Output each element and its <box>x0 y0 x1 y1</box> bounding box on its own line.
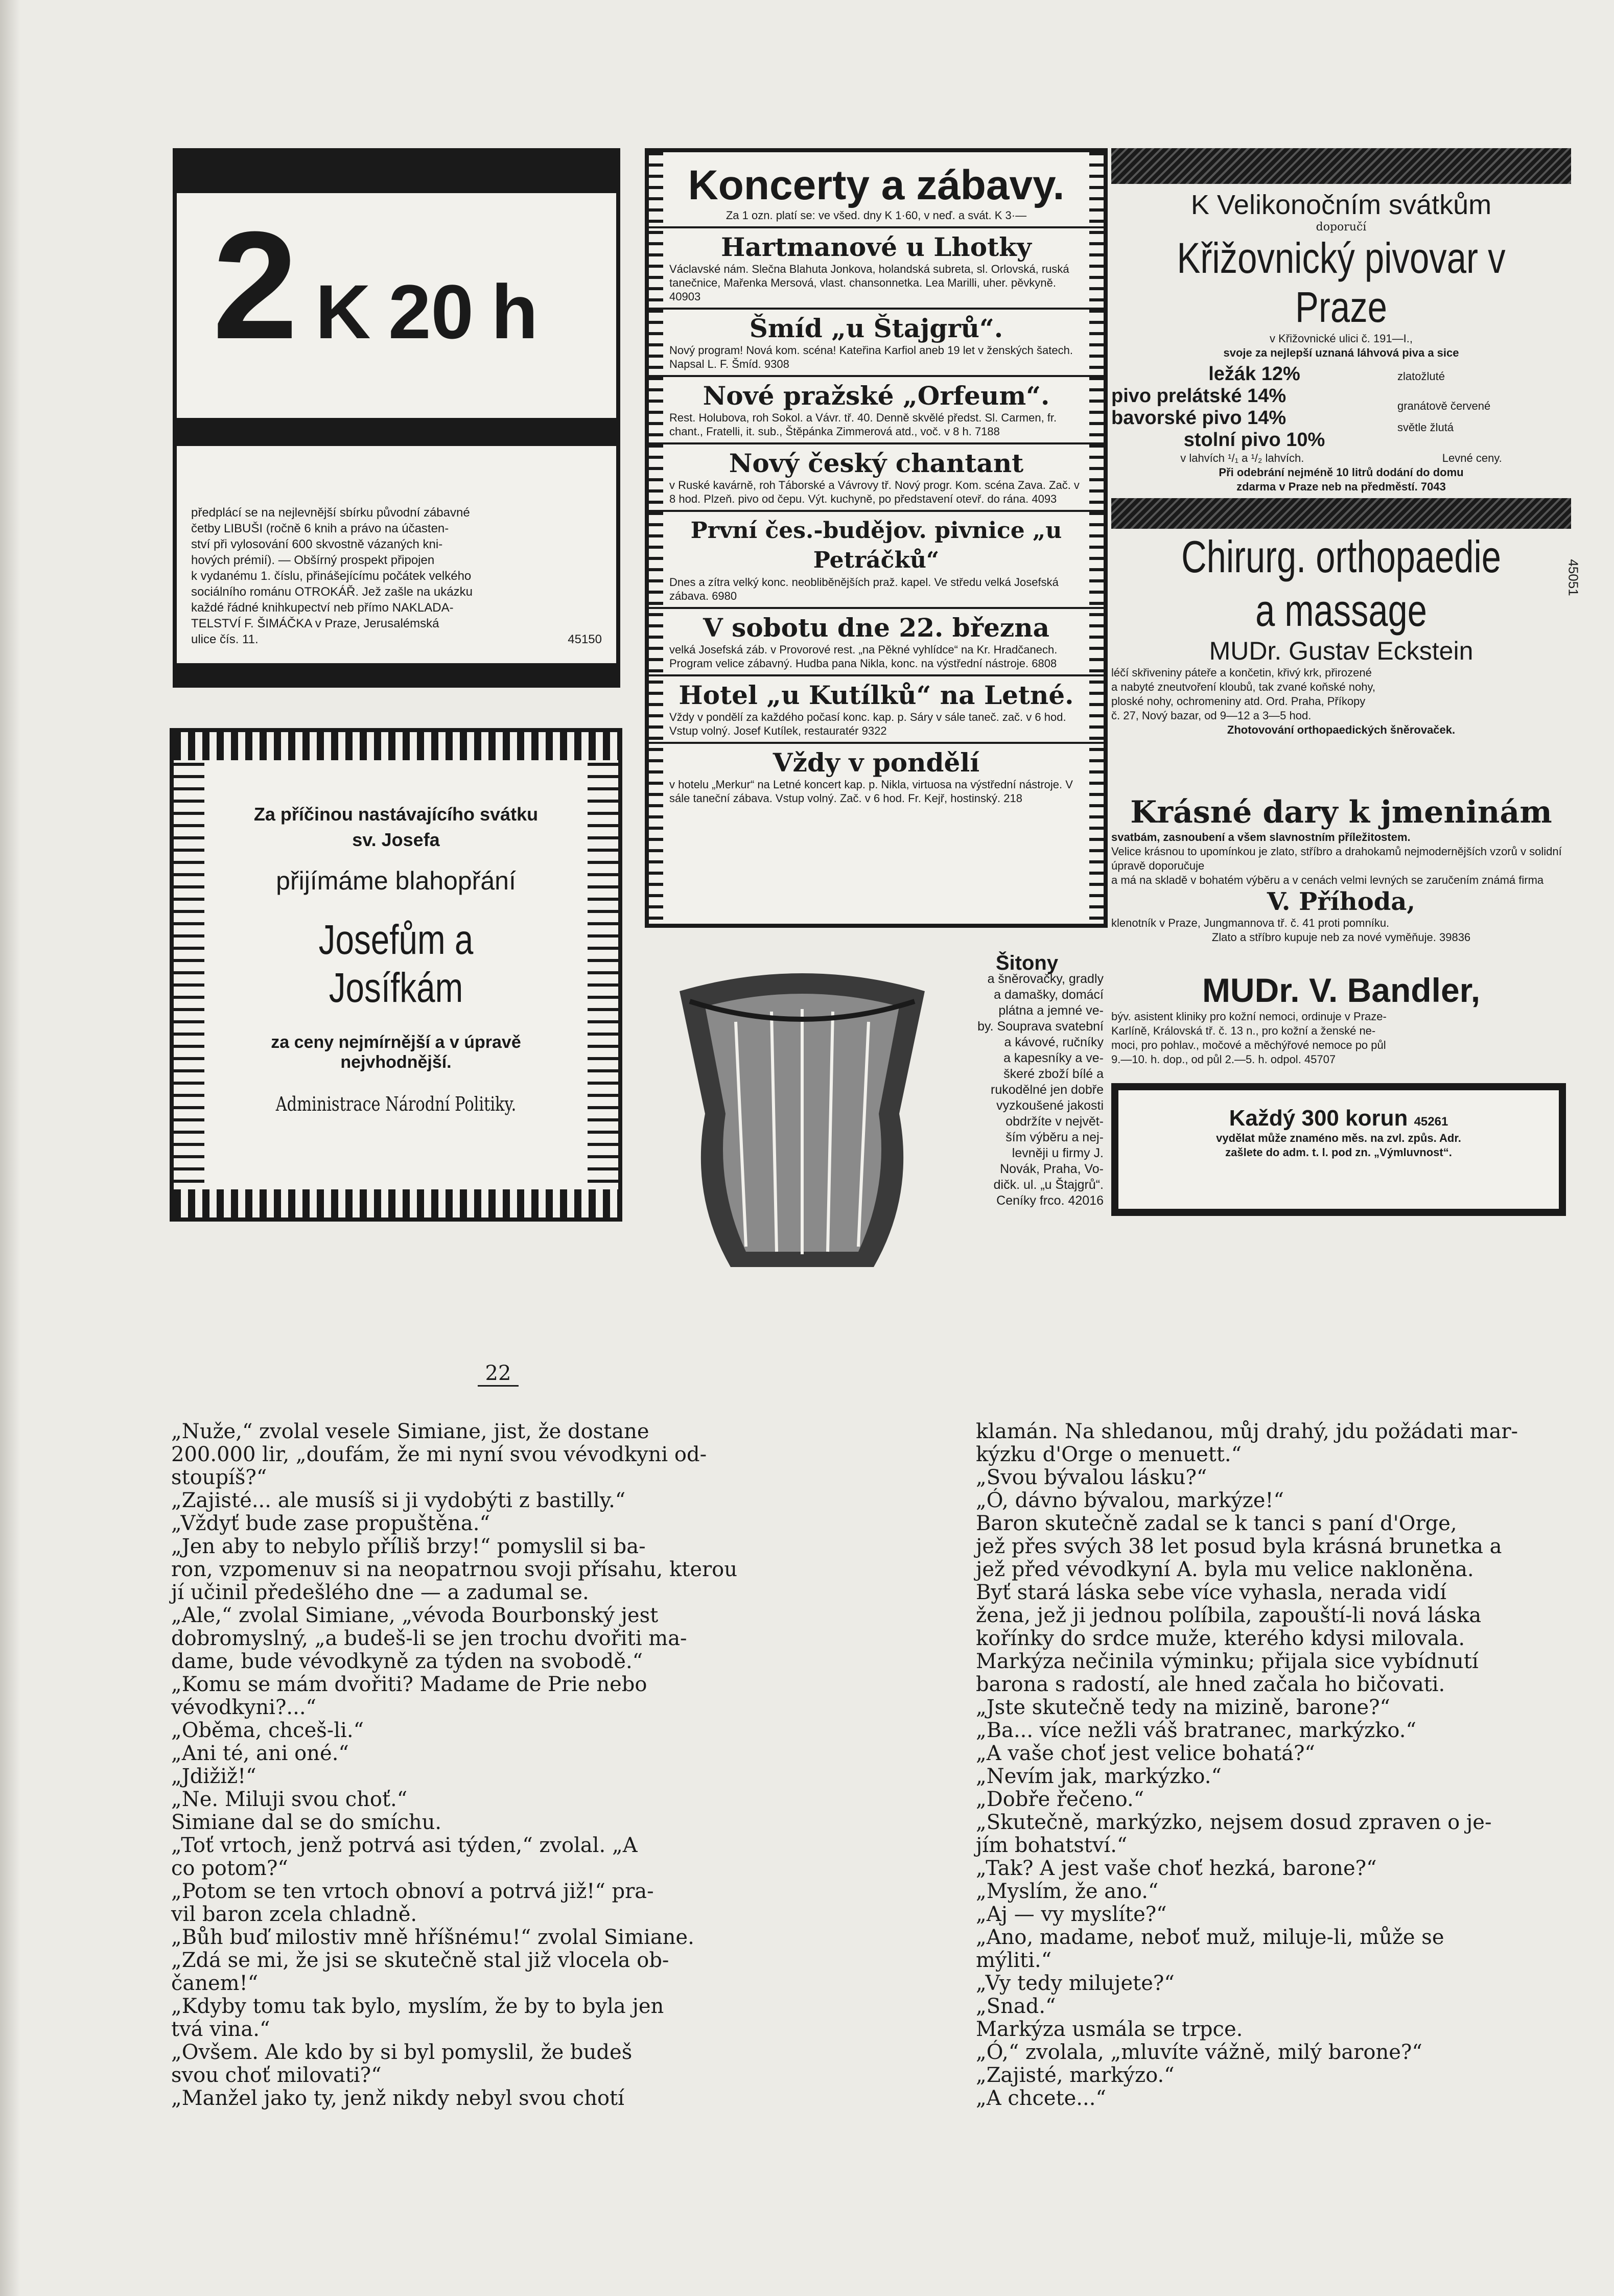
concert-item: Nový český chantant v Ruské kavárně, roh Táborské a Vávrovy tř. Nový progr. Kom. scéna Zava. Zač. v 8 hod. Plzeň. pivo od čepu. Výt. kuchyně, po představení otevř. do rána. 4093 <box>649 444 1104 512</box>
ad-brewery: K Velikonočním svátkům doporučí Křižovnický pivovar v Praze v Křižovnické ulici č. 191—I., svoje za nejlepší uznaná láhvová piva a sice ležák 12% pivo prelátské 14% bavorské pivo 14% stolní pivo 10% zlatožluté granátově červené světle žlutá v lahvích ¹/₁ a ¹/₂ lahvích. Levné ceny. Při odebrání nejméně 10 litrů dodání do domu zdarma v Praze neb na předměstí. 7043 <box>1111 148 1571 494</box>
ad-josef-text: Za příčinou nastávajícího svátku sv. Josefa přijímáme blahopřání Josefům a Josífkám za ceny nejmírnější a v úpravě nejvhodnější. Administrace Národní Politiky. <box>253 804 539 1115</box>
concerts-title: Koncerty a zábavy. <box>688 162 1065 208</box>
price-number: 2 <box>213 199 298 371</box>
concert-item: Hotel „u Kutílků“ na Letné. Vždy v pondělí za každého počasí konc. kap. p. Sáry v sále taneč. zač. v 6 hod. Vstup volný. Josef Kutílek, restauratér 9322 <box>649 676 1104 744</box>
decorative-border-right <box>588 763 618 1187</box>
ad-bottom-band <box>177 663 616 684</box>
concert-item: Nové pražské „Orfeum“. Rest. Holubova, roh Sokol. a Vávr. tř. 40. Denně skvělé předst. Sl. Carmen, fr. chant., Fratelli, it. sub., Štěpánka Zimmerová atd., voč. v 8 h. 7188 <box>649 377 1104 444</box>
ad-book-text: předplácí se na nejlevnější sbírku původní zábavné četby LIBUŠI (ročně 6 knih a právo na účasten- ství při vylosování 600 skvostně vázaných kni- hových prémií). — Obšírný prospekt připojen k vydanému 1. číslu, přinášejícímu počátek velkého sociálního románu OTROKÁŘ. Jež zašle na ukázku každé řádné knihkupectví neb přímo NAKLADA- TELSTVÍ F. ŠIMÁČKA v Praze, Jerusalémská ulice čís. 11. 45150 <box>191 506 602 646</box>
page-number: 22 <box>478 1362 519 1387</box>
corset-illustration <box>659 960 945 1277</box>
hatch-band <box>1111 498 1571 529</box>
concert-item: Vždy v pondělí v hotelu „Merkur“ na Letné koncert kap. p. Nikla, virtuosa na výstřední nástroje. V sále taneční zábava. Vstup volný. Zač. v 6 hod. Fr. Kejř, hostinský. 218 <box>669 747 1073 805</box>
decorative-border-left <box>174 763 204 1187</box>
concert-item: V sobotu dne 22. března velká Josefská záb. v Provorové rest. „na Pěkné vyhlídce“ na Kr. Hradčanech. Program velice zábavný. Hudba pana Nikla, konc. na výstřední nástroje. 6808 <box>649 609 1104 676</box>
ad-jewelry: Krásné dary k jmeninám svatbám, zasnoubení a všem slavnostním příležitostem. Velice krásnou to upomínkou je zlato, stříbro a drahokamů nejmodernějších vzorů v solidní úpravě doporučuje a má na skladě v bohatém výběru a v cenách velmi levných se zaručením známá firma V. Příhoda, klenotník v Praze, Jungmannova tř. č. 41 proti pomníku. Zlato a stříbro kupuje neb za nové vyměňuje. 39836 <box>1111 794 1562 944</box>
chain-border-right <box>1089 152 1108 924</box>
decorative-border-top <box>174 732 618 760</box>
price-block <box>213 199 539 371</box>
price-unit: K <box>315 269 371 355</box>
concert-item: Hartmanové u Lhotky Václavské nám. Slečna Blahuta Jonkova, holandská subreta, sl. Orlovská, ruská tanečnice, Mařenka Mersová, vlast. chansonnetka. Lea Marilli, uher. pěvkyně. 40903 <box>649 228 1104 310</box>
chain-border-left <box>645 152 663 924</box>
text-column-left: „Nuže,“ zvolal vesele Simiane, jist, že dostane 200.000 lir, „doufám, že mi nyní svou vévodkyni od- stoupíš?“ „Zajisté... ale musíš si ji vydobýti z bastilly.“ „Vždyť bude zase propuštěna.“ „Jen aby to nebylo příliš brzy!“ pomyslil si ba- ron, vzpomenuv si na neopatrnou svoji přísahu, kterou jí učinil předešlého dne — a zadumal se. „Ale,“ zvolal Simiane, „vévoda Bourbonský jest dobromyslný, „a budeš-li se jen trochu dvořiti ma- dame, bude vévodkyně za týden na svobodě.“ „Komu se mám dvořiti? Madame de Prie nebo vévodkyni?...“ „Oběma, chceš-li.“ „Ani té, ani oné.“ „Jdižiž!“ „Ne. Miluji svou choť.“ Simiane dal se do smíchu. „Toť vrtoch, jenž potrvá asi týden,“ zvolal. „A co potom?“ „Potom se ten vrtoch obnoví a potrvá již!“ pra- vil baron zcela chladně. „Bůh buď milostiv mně hříšnému!“ zvolal Simiane. „Zdá se mi, že jsi se skutečně stal již vlocela ob- čanem!“ „Kdyby tomu tak bylo, myslím, že by to byla jen tvá vina.“ „Ovšem. Ale kdo by si byl pomyslil, že budeš svou choť milovati?“ „Manžel jako ty, jenž nikdy nebyl svou chotí <box>171 1420 737 2110</box>
ad-top-band <box>177 152 616 193</box>
concerts-box <box>645 148 1108 928</box>
ad-book-subscription <box>173 148 620 688</box>
decorative-border-bottom <box>174 1189 618 1217</box>
concerts-subtitle: Za 1 ozn. platí se: ve všed. dny K 1·60, v neď. a svát. K 3·— <box>726 209 1027 222</box>
ad-linens: Šitony a šněrovačky, gradly a damašky, domácí plátna a jemné ve- by. Souprava svatební a kávové, ručníky a kapesníky a ve- škeré zboží bílé a rukodělné jen dobře vyzkoušené jakosti obdržíte v největ- ším výběru a nej- levněji u firmy J. Novák, Praha, Vo- dičk. ul. „u Štajgrů“. Ceníky frco. 42016 <box>977 952 1104 1208</box>
text-column-right: klamán. Na shledanou, můj drahý, jdu požádati mar- kýzku d'Orge o menuett.“ „Svou bývalou lásku?“ „Ó, dávno bývalou, markýze!“ Baron skutečně zadal se k tanci s paní d'Orge, jež přes svých 38 let posud byla krásná brunetka a jež před vévodkyní A. byla mu velice nakloněna. Byť stará láska sebe více vyhasla, nerada vidí žena, jež ji jednou políbila, zapouští-li nová láska kořínky do srdce muže, kterého kdysi milovala. Markýza nečinila výminku; přijala sice vybídnutí barona s radostí, ale hned začala ho bičovati. „Jste skutečně tedy na mizině, barone?“ „Ba... více nežli váš bratranec, markýzko.“ „A vaše choť jest velice bohatá?“ „Nevím jak, markýzko.“ „Dobře řečeno.“ „Skutečně, markýzko, nejsem dosud zpraven o je- jím bohatství.“ „Tak? A jest vaše choť hezká, barone?“ „Myslím, že ano.“ „Aj — vy myslíte?“ „Ano, madame, neboť muž, miluje-li, může se mýliti.“ „Vy tedy milujete?“ „Snad.“ Markýza usmála se trpce. „Ó,“ zvolala, „mluvíte vážně, milý barone?“ „Zajisté, markýzo.“ „A chcete...“ <box>976 1420 1518 2110</box>
price-hal: 20 <box>388 269 474 355</box>
ad-bandler: MUDr. V. Bandler, býv. asistent kliniky pro kožní nemoci, ordinuje v Praze- Karlíně, Královská tř. č. 13 n., pro kožní a ženské ne- moci, pro pohlav., močové a měchýřové nemoce po půl 9.—10. h. dop., od půl 2.—5. h. odpol. 45707 <box>1111 971 1481 1066</box>
ad-orthopaedie: Chirurg. orthopaedie a massage MUDr. Gustav Eckstein léčí skřiveniny páteře a končetin, křivý krk, přirozené a nabyté zneutvoření kloubů, tak zvané koňské nohy, ploské nohy, ochromeniny atd. Ord. Praha, Příkopy č. 27, Nový bazar, od 9—12 a 3—5 hod. Zhotovování orthopaedických šněrovaček. 45051 <box>1111 498 1571 737</box>
ad-mid-band <box>177 418 616 446</box>
hatch-band <box>1111 148 1571 184</box>
ad-josef-greetings <box>170 728 622 1222</box>
page-edge-shadow <box>0 0 20 2296</box>
ad-code: 45051 <box>1565 559 1581 596</box>
ad-300-korun: Každý 300 korun 45261 vydělat může znaméno měs. na zvl. způs. Adr. zašlete do adm. t. l. pod zn. „Výmluvnost“. <box>1111 1083 1566 1216</box>
ad-code: 45150 <box>568 632 602 646</box>
concert-item: Šmíd „u Štajgrů“. Nový program! Nová kom. scéna! Kateřina Karfiol aneb 19 let v ženských šatech. Napsal L. F. Šmíd. 9308 <box>649 310 1104 377</box>
concert-item: První čes.-budějov. pivnice „u Petráčků“ Dnes a zítra velký konc. neobliběnějších praž. kapel. Ve středu velká Josefská zábava. 6980 <box>649 512 1104 609</box>
price-hal-unit: h <box>491 269 539 355</box>
